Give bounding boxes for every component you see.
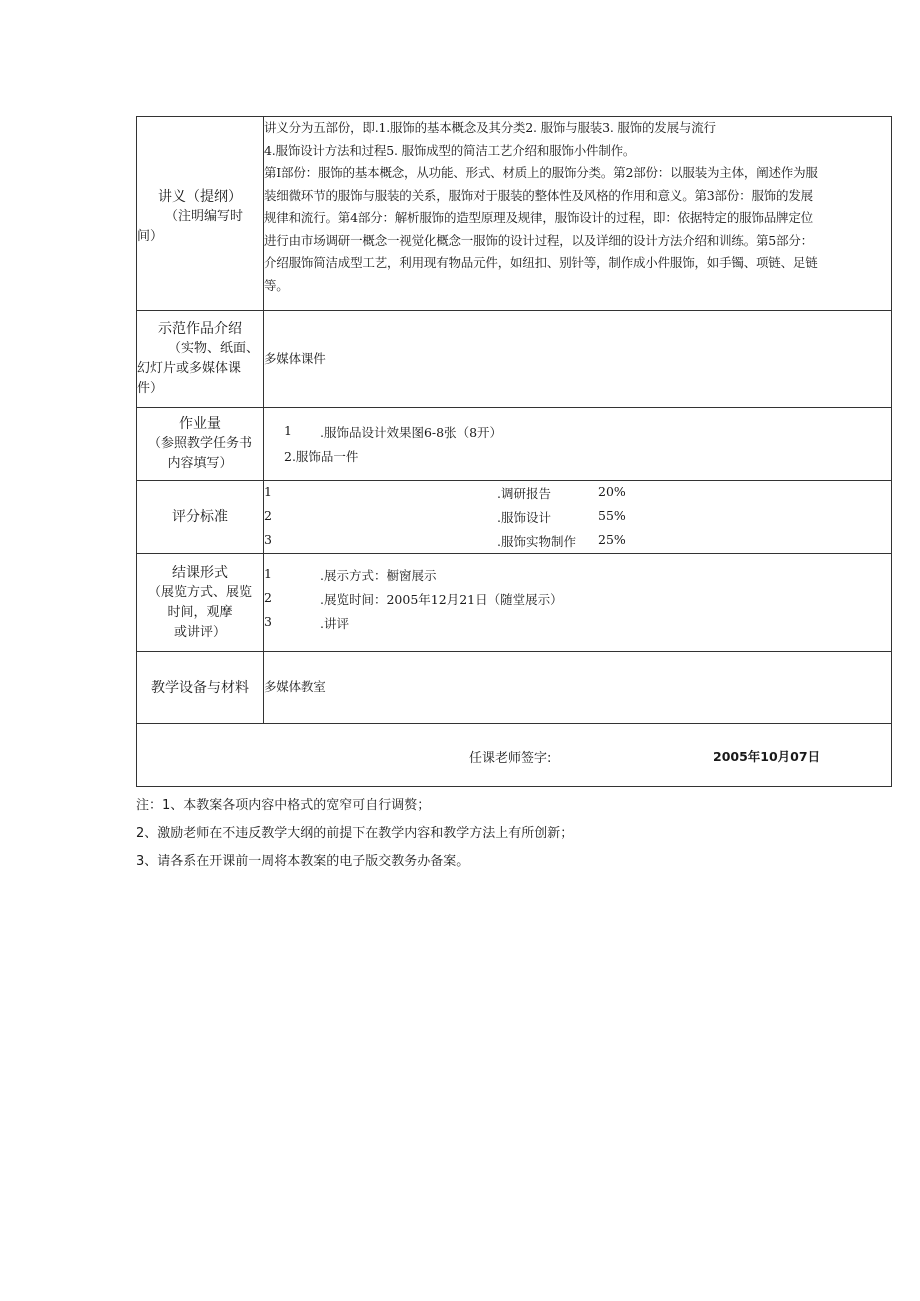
grading-item-pct: 20% — [598, 484, 626, 499]
row-signature — [137, 724, 892, 787]
homework-sub-1: （参照教学任务书 — [147, 436, 252, 451]
grading-item-pct: 25% — [598, 532, 626, 547]
lecture-line: 等。 — [264, 277, 289, 293]
lecture-content — [264, 117, 892, 311]
lecture-sub-2: 间） — [137, 228, 164, 244]
homework-item-1 — [264, 420, 891, 444]
demo-label: 示范作品介绍 — [158, 321, 242, 337]
homework-label: 作业量 — [179, 416, 221, 432]
signature-label: 任课老师签字: — [469, 751, 552, 766]
homework-content — [264, 408, 892, 481]
lesson-plan-table — [136, 116, 892, 787]
completion-item-num: 3 — [264, 614, 272, 629]
grading-item-name: .调研报告 — [497, 486, 551, 501]
completion-sub-3: 或讲评） — [173, 624, 226, 640]
row-homework — [137, 408, 892, 481]
grading-label: 评分标准 — [172, 509, 228, 525]
equipment-content — [264, 652, 892, 724]
completion-item-text: .讲评 — [320, 616, 349, 631]
completion-item-num: 1 — [264, 566, 272, 581]
lecture-line: 装细微环节的服饰与服装的关系，服饰对于服装的整体性及风格的作用和意义。第3部份：服饰的发展 — [264, 187, 813, 203]
homework-item-2-text: 2.服饰品一件 — [284, 449, 359, 464]
signature-date: 2005年10月07日 — [713, 749, 821, 764]
grading-content — [264, 481, 892, 554]
grading-item-pct: 55% — [598, 508, 626, 523]
note-3: 3、请各系在开课前一周将本教案的电子版交教务办备案。 — [136, 854, 470, 869]
lecture-line: 规律和流行。第4部分：解析服饰的造型原理及规律，服饰设计的过程，即：依据特定的服饰品牌定位 — [264, 210, 813, 225]
note-1: 注：1、本教案各项内容中格式的宽窄可自行调赘； — [136, 798, 431, 813]
grading-item-name: .服饰设计 — [497, 510, 551, 525]
grading-item-num: 3 — [264, 532, 272, 547]
completion-sub-1: （展览方式、展览 — [147, 584, 252, 600]
homework-label-cell — [137, 408, 264, 481]
signature-area — [137, 724, 891, 786]
row-lecture — [137, 117, 892, 311]
lecture-line: 第Ⅰ部份：服饰的基本概念，从功能、形式、材质上的服饰分类。第2部份：以服装为主体，阐述作为服 — [264, 165, 818, 180]
homework-item-1-num: 1 — [284, 423, 292, 438]
row-completion — [137, 554, 892, 652]
signature-cell — [137, 724, 892, 787]
row-demo — [137, 311, 892, 408]
grading-item — [264, 505, 891, 529]
grading-item-num: 1 — [264, 484, 272, 499]
demo-sub-1: （实物、纸面、 — [167, 341, 259, 356]
completion-item — [264, 611, 891, 635]
grading-item-name: .服饰实物制作 — [497, 534, 576, 549]
completion-item-num: 2 — [264, 590, 272, 605]
lecture-line: 进行由市场调研一概念一视觉化概念一服饰的设计过程，以及详细的设计方法介绍和训练。第5部分： — [264, 232, 813, 248]
lecture-line: 讲义分为五部份，即.1.服饰的基本概念及其分类2. 服饰与服装3. 服饰的发展与流行 — [264, 120, 716, 135]
lecture-line: 介绍服饰简洁成型工艺，利用现有物品元件，如纽扣、别针等，制作成小件服饰，如手镯、项链、足链 — [264, 255, 818, 270]
demo-sub-3: 件） — [137, 381, 164, 396]
completion-label: 结课形式 — [172, 564, 228, 581]
demo-label-cell — [137, 311, 264, 408]
completion-item — [264, 587, 891, 611]
equipment-label: 教学设备与材料 — [151, 679, 249, 696]
homework-item-1-text: .服饰品设计效果图6-8张（8开） — [320, 425, 503, 440]
lecture-label: 讲义（提纲） — [158, 188, 242, 205]
lecture-label-cell — [137, 117, 264, 311]
equipment-value: 多媒体教室 — [264, 679, 326, 695]
grading-item-num: 2 — [264, 508, 272, 523]
lecture-line: 4.服饰设计方法和过程5. 服饰成型的简洁工艺介绍和服饰小件制作。 — [264, 142, 636, 158]
grading-item — [264, 481, 891, 505]
grading-item — [264, 529, 891, 553]
row-grading — [137, 481, 892, 554]
demo-content — [264, 311, 892, 408]
note-2: 2、激励老师在不违反教学大纲的前提下在教学内容和教学方法上有所创新； — [136, 826, 574, 841]
grading-label-cell — [137, 481, 264, 554]
completion-label-cell — [137, 554, 264, 652]
completion-content — [264, 554, 892, 652]
completion-item — [264, 563, 891, 587]
row-equipment — [137, 652, 892, 724]
completion-item-text: .展示方式：橱窗展示 — [320, 568, 437, 583]
homework-item-2 — [264, 444, 891, 468]
lecture-sub-1: （注明编写时 — [164, 208, 243, 224]
completion-item-text: .展览时间：2005年12月21日（随堂展示） — [320, 592, 563, 607]
equipment-label-cell — [137, 652, 264, 724]
homework-sub-2: 内容填写） — [167, 456, 233, 471]
demo-value: 多媒体课件 — [264, 350, 326, 366]
demo-sub-2: 幻灯片或多媒体课 — [137, 361, 242, 376]
completion-sub-2: 时间，观摩 — [167, 604, 233, 620]
